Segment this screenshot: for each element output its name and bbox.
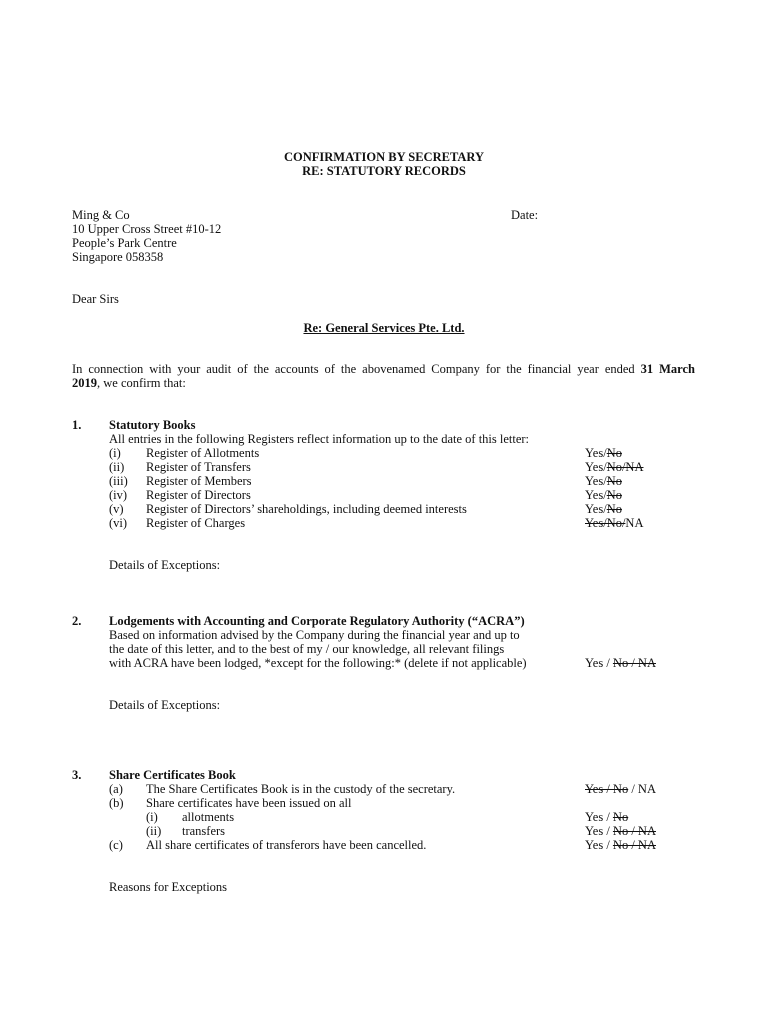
section-number: 1. bbox=[72, 418, 82, 432]
section-body-line: the date of this letter, and to the best of my / our knowledge, all relevant filings bbox=[109, 642, 505, 656]
item-number: (c) bbox=[109, 838, 123, 852]
item-number: (ii) bbox=[109, 460, 125, 474]
subitem-label: allotments bbox=[182, 810, 235, 824]
date-label: Date: bbox=[511, 208, 539, 222]
item-label: Register of Charges bbox=[146, 516, 246, 530]
address-line: Ming & Co bbox=[72, 208, 130, 222]
document-title: CONFIRMATION BY SECRETARY bbox=[283, 150, 485, 164]
address-line: People’s Park Centre bbox=[72, 236, 177, 250]
item-answer: Yes / No bbox=[585, 810, 629, 824]
item-label: Register of Allotments bbox=[146, 446, 260, 460]
salutation: Dear Sirs bbox=[72, 292, 119, 306]
item-answer: Yes/No bbox=[585, 446, 622, 460]
subitem-number: (i) bbox=[146, 810, 158, 824]
item-answer: Yes/No bbox=[585, 488, 622, 502]
section-body-line: Based on information advised by the Company during the financial year and up to bbox=[109, 628, 520, 642]
section-number: 3. bbox=[72, 768, 82, 782]
item-label: Share certificates have been issued on all bbox=[146, 796, 352, 810]
section-heading: Lodgements with Accounting and Corporate Regulatory Authority (“ACRA”) bbox=[109, 614, 525, 628]
address-line: Singapore 058358 bbox=[72, 250, 164, 264]
item-answer: Yes/No bbox=[585, 474, 622, 488]
item-number: (vi) bbox=[109, 516, 128, 530]
item-label: All share certificates of transferors have been cancelled. bbox=[146, 838, 427, 852]
address-line: 10 Upper Cross Street #10-12 bbox=[72, 222, 222, 236]
section-heading: Statutory Books bbox=[109, 418, 196, 432]
item-answer: Yes / No / NA bbox=[585, 782, 656, 796]
item-label: Register of Directors bbox=[146, 488, 251, 502]
exceptions-label: Details of Exceptions: bbox=[109, 698, 221, 712]
intro-year: 2019 bbox=[72, 376, 97, 390]
item-label: Register of Members bbox=[146, 474, 252, 488]
intro-text-end: , we confirm that: bbox=[97, 376, 186, 390]
item-number: (iv) bbox=[109, 488, 128, 502]
item-number: (v) bbox=[109, 502, 124, 516]
section-intro: All entries in the following Registers reflect information up to the date of this letter: bbox=[109, 432, 530, 446]
reasons-label: Reasons for Exceptions bbox=[109, 880, 228, 894]
item-answer: Yes/No bbox=[585, 502, 622, 516]
section-number: 2. bbox=[72, 614, 82, 628]
item-label: Register of Directors’ shareholdings, including deemed interests bbox=[146, 502, 467, 516]
intro-line-2 bbox=[72, 376, 186, 390]
item-label: Register of Transfers bbox=[146, 460, 251, 474]
subitem-label: transfers bbox=[182, 824, 226, 838]
section-heading: Share Certificates Book bbox=[109, 768, 236, 782]
exceptions-label: Details of Exceptions: bbox=[109, 558, 221, 572]
item-answer: Yes / No / NA bbox=[585, 656, 656, 670]
item-answer: Yes / No / NA bbox=[585, 824, 656, 838]
item-number: (a) bbox=[109, 782, 123, 796]
item-answer: Yes/No/NA bbox=[585, 460, 644, 474]
item-number: (b) bbox=[109, 796, 124, 810]
intro-date: 31 March bbox=[640, 362, 695, 376]
item-number: (i) bbox=[109, 446, 121, 460]
item-number: (iii) bbox=[109, 474, 128, 488]
section-body-line: with ACRA have been lodged, *except for the following:* (delete if not applicable) bbox=[109, 656, 527, 670]
intro-text: In connection with your audit of the accounts of the abovenamed Company for the financial year ended bbox=[72, 362, 641, 376]
item-label: The Share Certificates Book is in the custody of the secretary. bbox=[146, 782, 456, 796]
item-answer: Yes / No / NA bbox=[585, 838, 656, 852]
subitem-number: (ii) bbox=[146, 824, 162, 838]
item-answer: Yes/No/NA bbox=[585, 516, 644, 530]
intro-line-1 bbox=[72, 362, 695, 376]
subject-line: Re: General Services Pte. Ltd. bbox=[303, 321, 465, 335]
document-subtitle: RE: STATUTORY RECORDS bbox=[302, 164, 466, 178]
